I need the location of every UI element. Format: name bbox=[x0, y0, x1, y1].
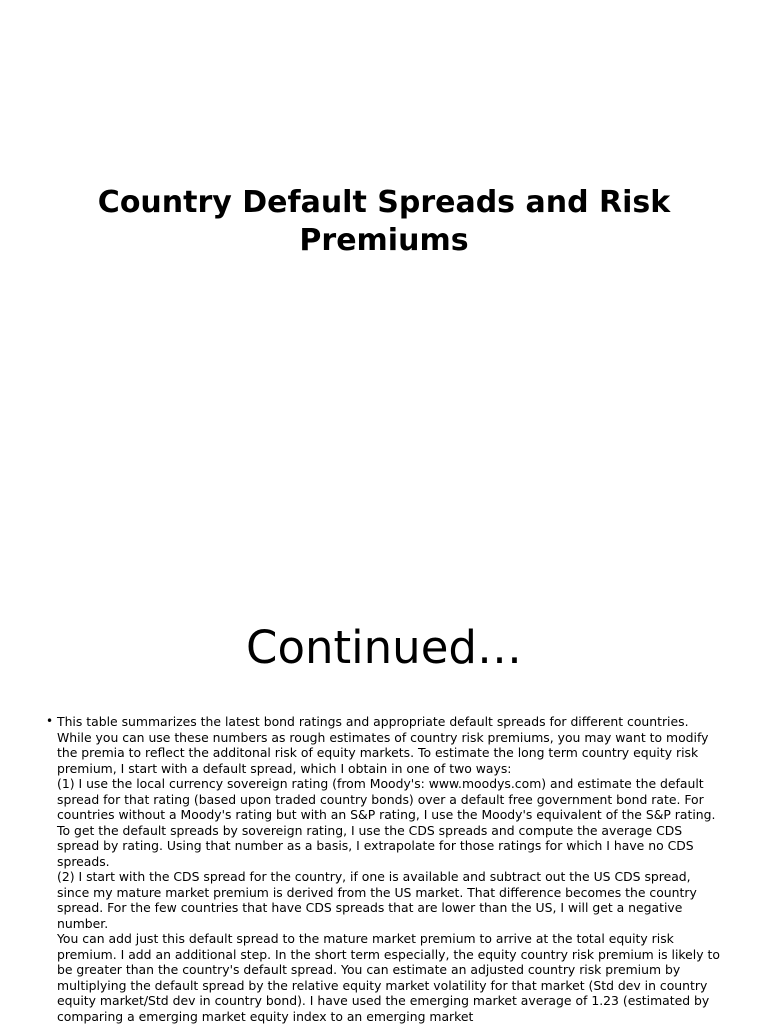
body-paragraph-adjustment: You can add just this default spread to the mature market premium to arrive at the total equity risk premium. I add an additional step. In the short term especially, the equity country risk premium is likely to be greater than the country's default spread. You can estimate an adjusted country risk premium by multiplying the default spread by the relative equity market volatility for that market (Std dev in country equity market/Std dev in country bond). I have used the emerging market average of 1.23 (estimated by comparing a emerging market equity index to an emerging market bbox=[57, 931, 720, 1024]
body-bullet-item bbox=[46, 714, 722, 1024]
body-paragraph-method-2: (2) I start with the CDS spread for the country, if one is available and subtract out the US CDS spread, since my mature market premium is derived from the US market. That difference becomes the country spread. For the few countries that have CDS spreads that are lower than the US, I will get a negative number. bbox=[57, 869, 697, 931]
continued-heading: Continued… bbox=[246, 621, 522, 674]
body-paragraph-intro: This table summarizes the latest bond ratings and appropriate default spreads for different countries. While you can use these numbers as rough estimates of country risk premiums, you may want to modify the premia to reflect the additonal risk of equity markets. To estimate the long term country equity risk premium, I start with a default spread, which I obtain in one of two ways: bbox=[57, 714, 709, 776]
body-paragraph-method-1: (1) I use the local currency sovereign rating (from Moody's: www.moodys.com) and estimate the default spread for that rating (based upon traded country bonds) over a default free government bond rate. For countries without a Moody's rating but with an S&P rating, I use the Moody's equivalent of the S&P rating. To get the default spreads by sovereign rating, I use the CDS spreads and compute the average CDS spread by rating. Using that number as a basis, I extrapolate for those ratings for which I have no CDS spreads. bbox=[57, 776, 716, 869]
body-text-list bbox=[46, 714, 722, 1024]
bullet-icon: • bbox=[46, 714, 54, 728]
slide-title: Country Default Spreads and Risk Premiums bbox=[97, 185, 671, 258]
